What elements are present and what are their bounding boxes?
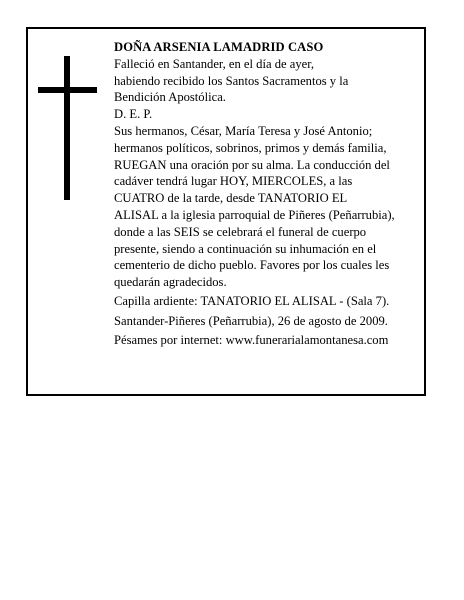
notice-line: presente, siendo a continuación su inhumación en el: [114, 241, 377, 256]
notice-line: Sus hermanos, César, María Teresa y José Antonio;: [114, 123, 373, 138]
cross-horizontal-bar: [38, 87, 97, 93]
notice-line: cementerio de dicho pueblo. Favores por los cuales les: [114, 258, 390, 273]
notice-line: RUEGAN una oración por su alma. La conducción del: [114, 157, 390, 172]
cross-vertical-bar: [64, 56, 70, 200]
notice-line: habiendo recibido los Santos Sacramentos y la: [114, 73, 349, 88]
place-date-line: Santander-Piñeres (Peñarrubia), 26 de agosto de 2009.: [114, 313, 388, 328]
notice-line: D. E. P.: [114, 107, 153, 122]
notice-line: Falleció en Santander, en el día de ayer,: [114, 56, 315, 71]
notice-line: hermanos políticos, sobrinos, primos y demás familia,: [114, 140, 387, 155]
latin-cross-icon: [38, 56, 98, 200]
condolences-line: Pésames por internet: www.funerarialamontanesa.com: [114, 333, 389, 348]
notice-line: ALISAL a la iglesia parroquial de Piñeres (Peñarrubia),: [114, 207, 395, 222]
notice-text: [114, 39, 424, 349]
deceased-name: DOÑA ARSENIA LAMADRID CASO: [114, 40, 324, 54]
notice-line: quedarán agradecidos.: [114, 275, 227, 290]
notice-line: donde a las SEIS se celebrará el funeral de cuerpo: [114, 224, 367, 239]
notice-line: Bendición Apostólica.: [114, 90, 226, 105]
notice-line: CUATRO de la tarde, desde TANATORIO EL: [114, 191, 348, 206]
obituary-notice: [26, 27, 426, 396]
notice-line: cadáver tendrá lugar HOY, MIERCOLES, a las: [114, 174, 353, 189]
chapel-line: Capilla ardiente: TANATORIO EL ALISAL - (Sala 7).: [114, 294, 390, 309]
